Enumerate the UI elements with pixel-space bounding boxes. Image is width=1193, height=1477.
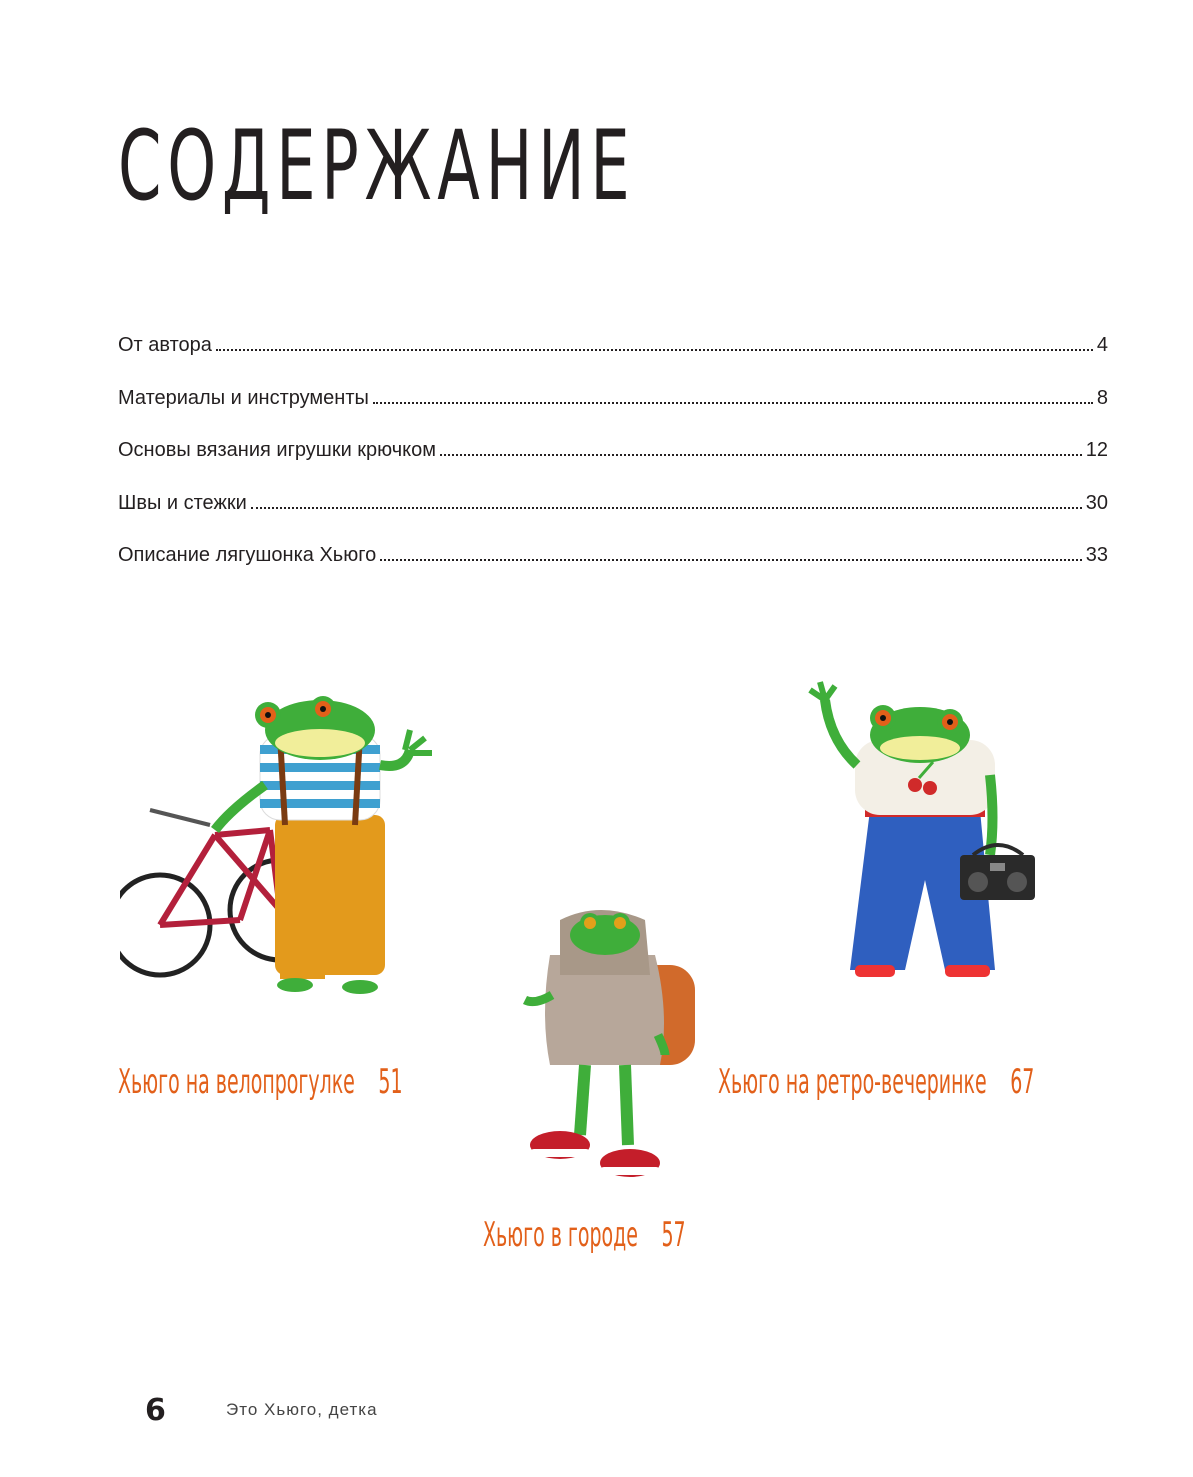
project-caption-page: 67: [1010, 1062, 1035, 1102]
toc-entry-page: 8: [1096, 386, 1108, 409]
toc-entry[interactable]: [118, 439, 1108, 492]
toc-entry[interactable]: [118, 334, 1108, 387]
toc-entry-label: От автора: [118, 334, 212, 356]
project-caption-page: 51: [378, 1062, 403, 1102]
toc-entry-label: Основы вязания игрушки крючком: [118, 439, 436, 461]
project-caption-page: 57: [661, 1215, 686, 1255]
project-caption[interactable]: [483, 1215, 686, 1255]
toc-entry-label: Материалы и инструменты: [118, 386, 369, 409]
project-caption[interactable]: [718, 1062, 1034, 1102]
dot-leader: [216, 349, 1093, 351]
table-of-contents: [118, 334, 1108, 597]
dot-leader: [380, 559, 1082, 561]
toc-entry-page: 33: [1085, 544, 1108, 566]
toc-entry-page: 30: [1085, 491, 1108, 514]
toc-entry-label: Швы и стежки: [118, 491, 247, 514]
toc-entry[interactable]: [118, 544, 1108, 597]
toc-entry-label: Описание лягушонка Хьюго: [118, 544, 377, 566]
toc-entry-page: 12: [1085, 439, 1108, 461]
toc-entry[interactable]: [118, 492, 1108, 545]
toc-entry-page: 4: [1096, 334, 1108, 356]
project-caption-label: Хьюго на велопрогулке: [118, 1062, 355, 1102]
frog-bicycle-photo: [120, 695, 450, 1015]
project-caption[interactable]: [118, 1062, 403, 1102]
frog-boombox-photo: [795, 680, 1045, 990]
dot-leader: [373, 402, 1093, 404]
project-caption-label: Хьюго в городе: [483, 1215, 638, 1255]
dot-leader: [440, 454, 1082, 456]
dot-leader: [251, 507, 1082, 509]
project-caption-label: Хьюго на ретро-вечеринке: [718, 1062, 987, 1102]
footer-book-title: Это Хьюго, детка: [226, 1400, 378, 1419]
frog-hoodie-photo: [520, 905, 705, 1190]
page-title: СОДЕРЖАНИЕ: [118, 110, 636, 222]
footer-page-number: 6: [145, 1393, 166, 1428]
toc-entry[interactable]: [118, 387, 1108, 440]
